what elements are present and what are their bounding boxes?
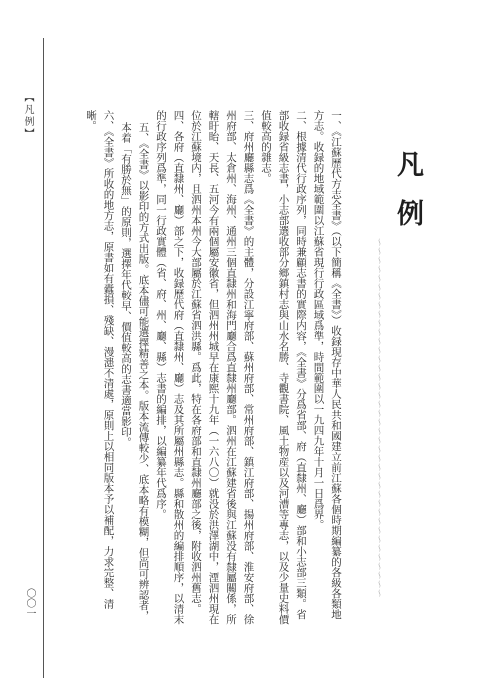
guideline-item: 二、根據清代行政序列，同時兼顧志書的實際内容，《全書》分爲省部、府（直隸州、廳）部和小志部三類。省部收録省級志書，小志部選收部分鄉鎮村志與山水名勝、寺觀書院、風土物産以及河漕等專志，以及少量史料價值較高的雜志。	[260, 110, 307, 625]
guideline-item: 三、府州廳縣志爲《全書》的主體，分設江寧府部、蘇州府部、常州府部、鎮江府部、揚州府部、淮安府部、徐州府部、太倉州、海州、通州三個直隸州和海門廳合爲直隸州廳部。泗州在江蘇建省後與江蘇没有隸屬關係，所轄盱眙、天長、五河今有兩個屬安徽省，但泗州州城早在康熙十九年（一六八〇）就没於洪澤湖中，湮泗州現在位於江蘇境内，且泗州本州今大部屬於江蘇省泗洪縣。爲此，特在各府部和直隸州廳部之後，附收泗州舊志。	[190, 110, 255, 625]
guideline-item: 一、《江蘇歷代方志全書》（以下簡稱《全書》）收録現存中華人民共和國建立前江蘇各個時期編纂的各級各類地方志。收録的地域範圍以江蘇省現行行政區域爲準，時間範圍以一九四九年十月一日爲界。	[312, 110, 342, 620]
guideline-item: 五、《全書》以影印的方式出版。底本儘可能選擇精善之本。版本流傳較少、底本略有模糊，但尚可辨認者，本着「有勝於無」的原則，選擇年代較早、價值較高的志書適當影印。	[120, 122, 150, 621]
guideline-item: 六、《全書》所收的地方志，原書如有蠹損、殘缺、漫漶不清處，原則上以相同版本予以補配，力求完整、清晰。	[85, 110, 115, 609]
ornament-border: 〜〜〜〜〜〜〜〜〜〜〜〜〜〜〜〜〜〜〜〜〜〜〜〜〜〜〜〜〜〜〜〜〜〜〜〜〜〜〜〜	[375, 238, 384, 598]
page-number: 〇〇一	[24, 588, 35, 618]
page-title: 凡例	[392, 150, 423, 248]
guidelines-body	[44, 100, 344, 628]
side-label: 【凡例】	[22, 92, 33, 140]
guideline-item: 四、各府（直隸州、廳）部之下，收録歷代府（直隸州、廳）志及其所屬州縣志。縣和散州的編排順序，以清末的行政序列爲準，同一行政實體（省、府、州、廳、縣）志書的編排，以編纂年代爲序。	[155, 110, 185, 625]
